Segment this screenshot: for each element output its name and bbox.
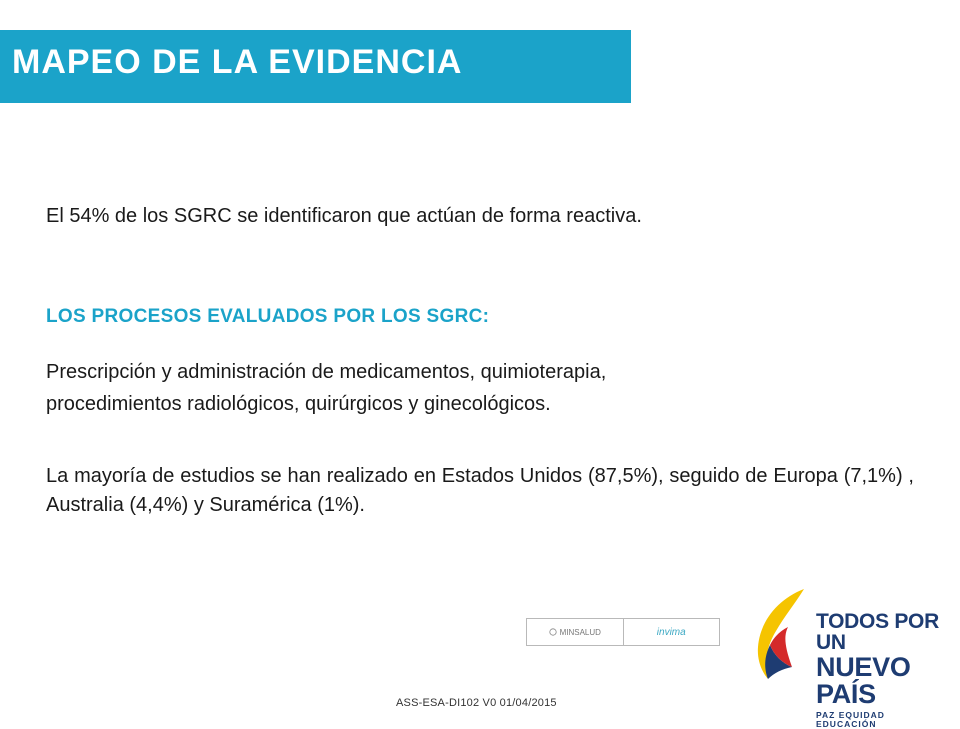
document-code: ASS-ESA-DI102 V0 01/04/2015 xyxy=(396,697,557,709)
minsalud-logo-text: MINSALUD xyxy=(559,627,601,637)
studies-distribution-text: La mayoría de estudios se han realizado en Estados Unidos (87,5%), seguido de Europa (7,1%) , Australia (4,4%) y Suramérica (1%). xyxy=(46,465,914,516)
brand-text xyxy=(816,611,948,728)
title-banner xyxy=(0,30,631,103)
institution-logos xyxy=(526,618,720,646)
government-brand-logo xyxy=(748,585,948,729)
shield-icon xyxy=(549,628,557,636)
brand-tagline: PAZ EQUIDAD EDUCACIÓN xyxy=(816,710,885,729)
minsalud-logo xyxy=(527,619,623,645)
processes-subheading: LOS PROCESOS EVALUADOS POR LOS SGRC: xyxy=(46,306,490,327)
brand-line-1: TODOS POR UN xyxy=(816,610,939,654)
invima-logo-text: invima xyxy=(656,626,686,638)
processes-line-2: procedimientos radiológicos, quirúrgicos y ginecológicos. xyxy=(46,393,551,415)
swoosh-icon xyxy=(748,585,810,681)
invima-logo xyxy=(623,619,720,645)
reactive-statistic-text: El 54% de los SGRC se identificaron que actúan de forma reactiva. xyxy=(46,205,642,227)
processes-line-1: Prescripción y administración de medicamentos, quimioterapia, xyxy=(46,361,607,383)
page-title: MAPEO DE LA EVIDENCIA xyxy=(12,43,463,81)
brand-line-2: NUEVO PAÍS xyxy=(816,652,911,709)
processes-list-text xyxy=(46,356,906,420)
